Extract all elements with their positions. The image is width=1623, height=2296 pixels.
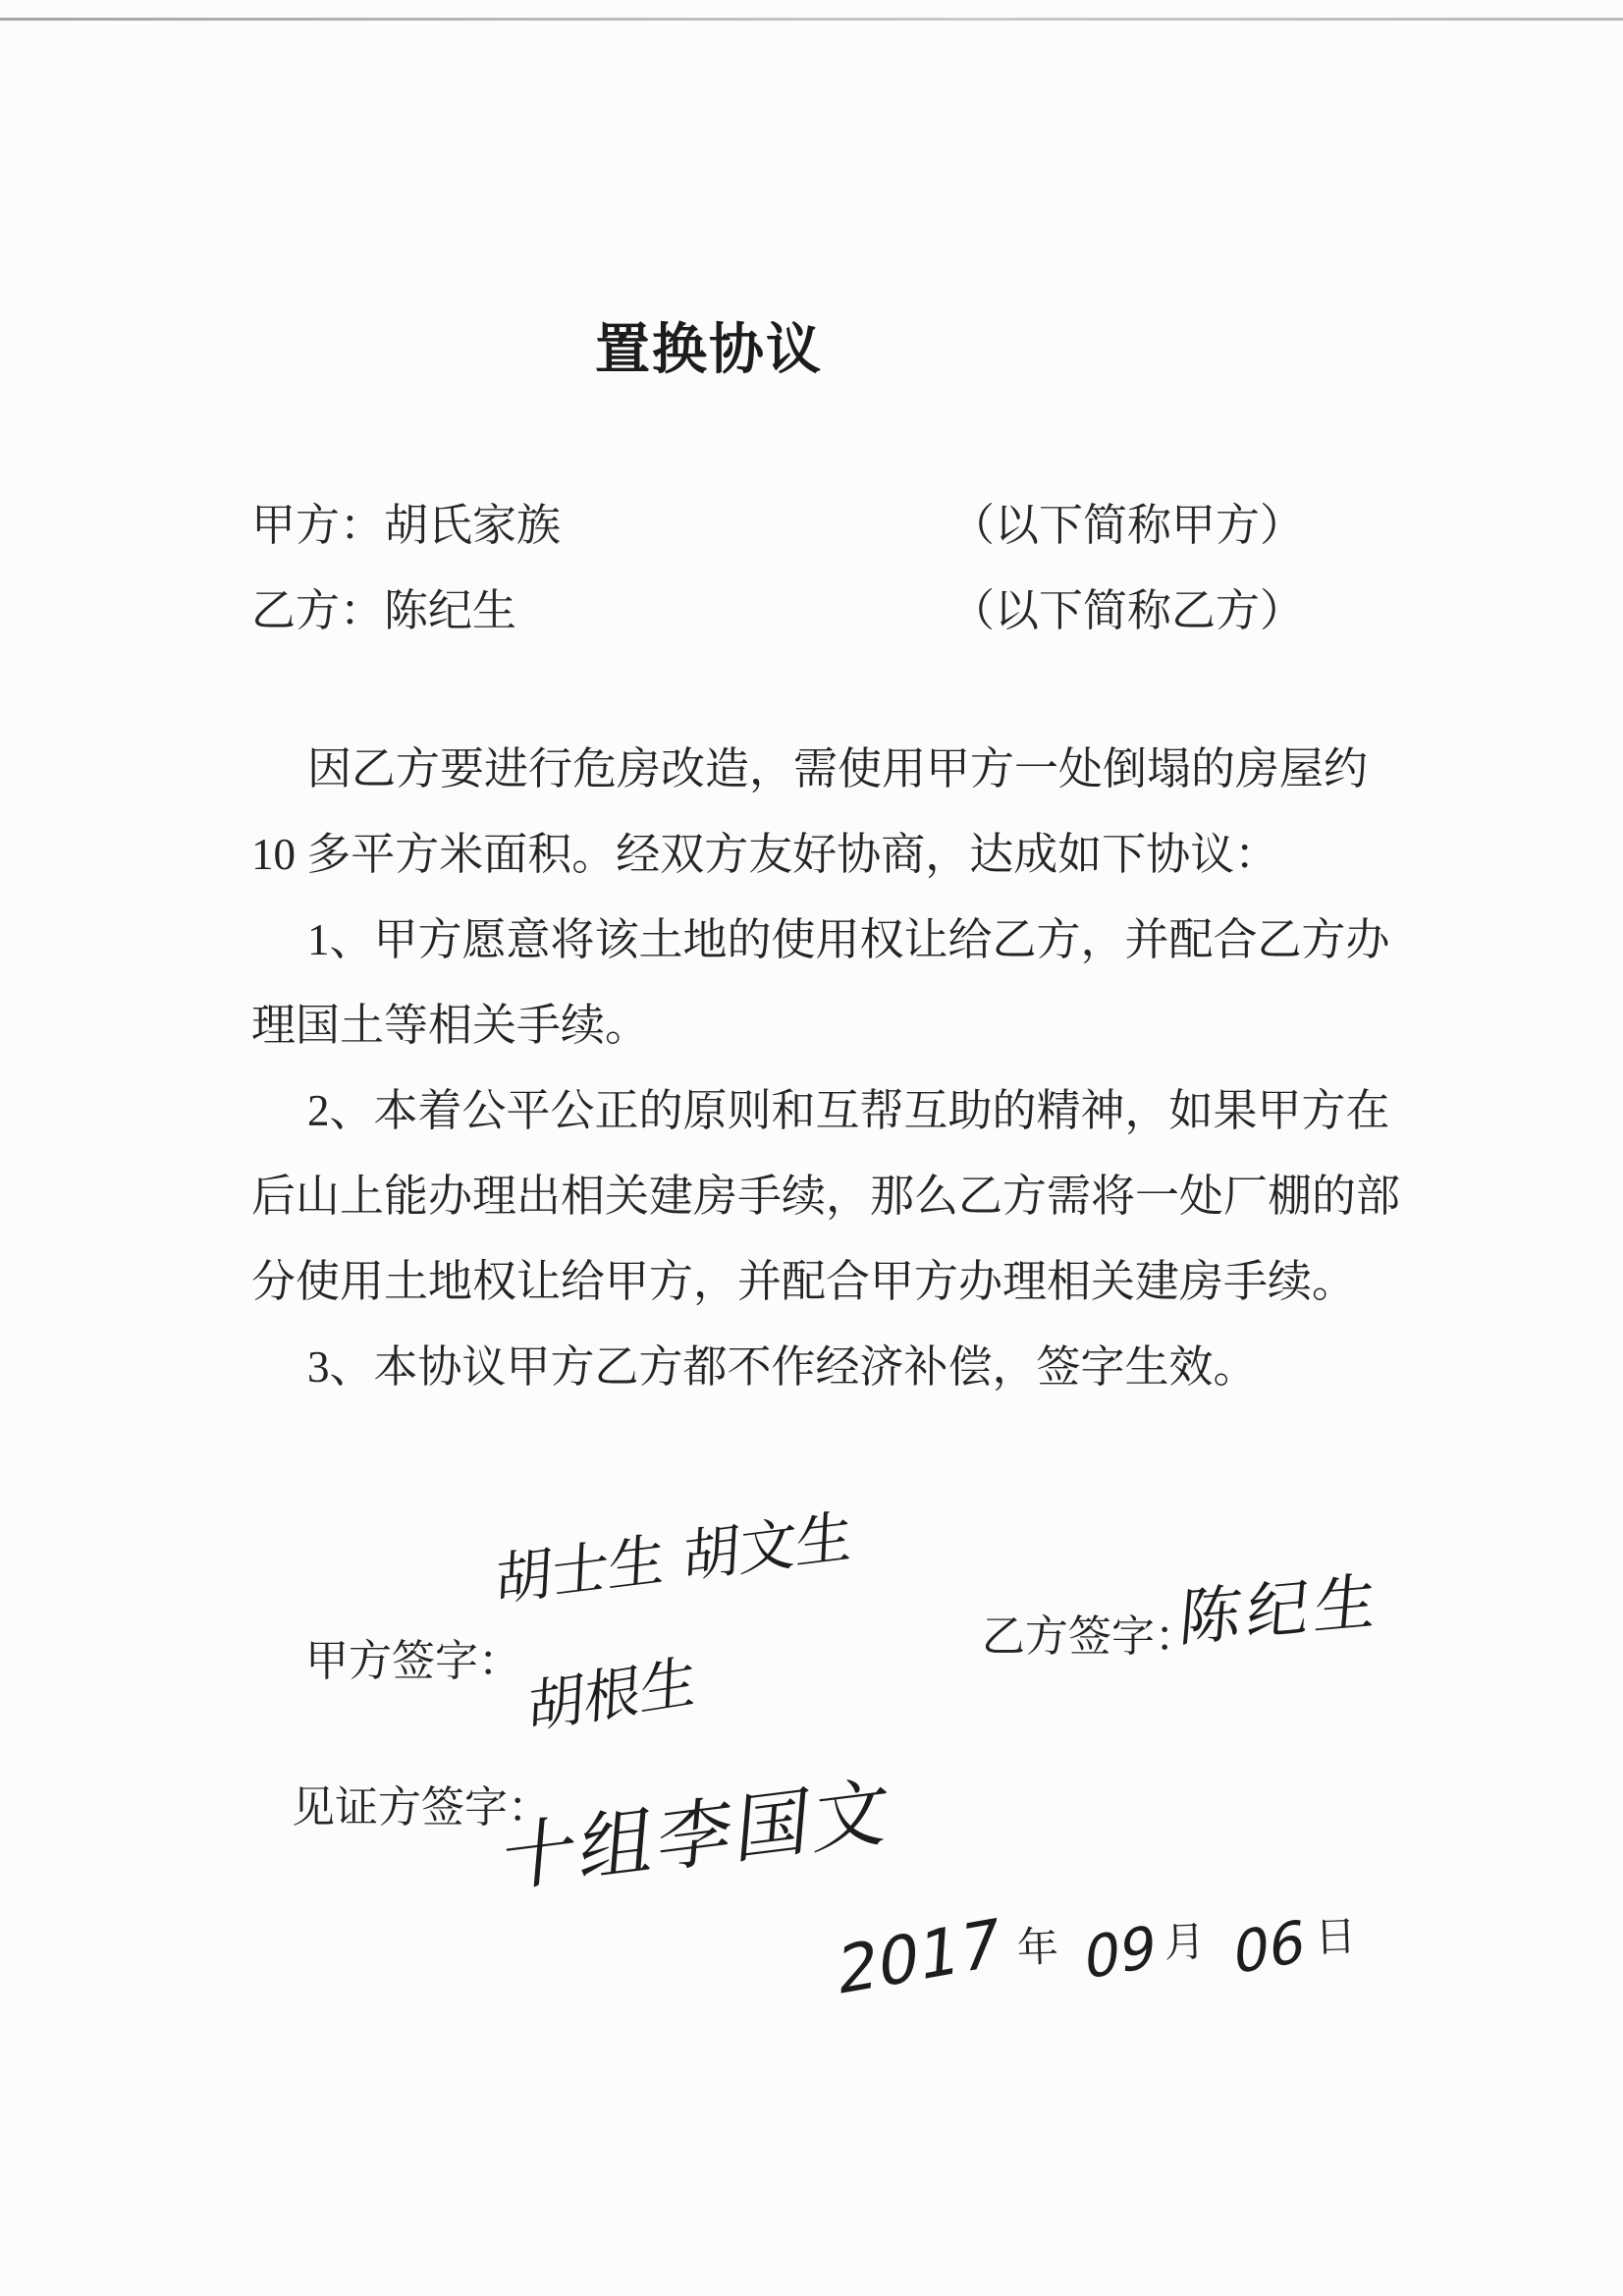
witness-signature-label: 见证方签字： bbox=[292, 1783, 551, 1831]
party-b-signature-label: 乙方签字： bbox=[982, 1613, 1198, 1661]
party-a-role: 甲方： bbox=[251, 501, 385, 550]
party-b-name: 陈纪生 bbox=[384, 586, 517, 635]
party-b-alias: （以下简称乙方） bbox=[950, 586, 1305, 635]
document-title: 置换协议 bbox=[595, 320, 823, 381]
witness-signature-handwriting: 十组李国文 bbox=[498, 1766, 896, 1903]
party-a-name-line bbox=[251, 489, 561, 553]
party-b-role: 乙方： bbox=[251, 586, 385, 635]
date-day-handwritten: 06 bbox=[1230, 1906, 1308, 1989]
date-day-unit: 日 bbox=[1314, 1914, 1358, 1962]
agreement-body bbox=[251, 727, 1420, 1410]
party-a-signature-label: 甲方签字： bbox=[305, 1637, 521, 1685]
party-a-signature-handwriting-line2: 胡根生 bbox=[525, 1647, 699, 1742]
date-year-unit: 年 bbox=[1016, 1925, 1059, 1972]
party-a-signature-handwriting-line1: 胡士生 胡文生 bbox=[493, 1502, 855, 1614]
date-year-handwritten: 2017 bbox=[835, 1903, 1003, 2010]
party-a-alias: （以下简称甲方） bbox=[950, 501, 1305, 550]
body-line-clause-2: 2、本着公平公正的原则和互帮互助的精神，如果甲方在 bbox=[307, 1086, 1390, 1135]
date-line bbox=[835, 1903, 1358, 2010]
body-line-clause-1: 1、甲方愿意将该土地的使用权让给乙方，并配合乙方办 bbox=[307, 915, 1390, 964]
scanner-artifact-line bbox=[0, 18, 1623, 21]
body-line-clause-3: 3、本协议甲方乙方都不作经济补偿，签字生效。 bbox=[307, 1342, 1258, 1392]
party-b-row bbox=[0, 574, 1623, 633]
party-a-name: 胡氏家族 bbox=[384, 501, 562, 550]
body-line: 理国土等相关手续。 bbox=[251, 1001, 650, 1050]
body-line: 分使用土地权让给甲方，并配合甲方办理相关建房手续。 bbox=[251, 1257, 1357, 1306]
date-month-handwritten: 09 bbox=[1082, 1911, 1159, 1994]
date-month-unit: 月 bbox=[1163, 1920, 1207, 1967]
party-b-name-line bbox=[251, 574, 516, 638]
body-line: 因乙方要进行危房改造，需使用甲方一处倒塌的房屋约 bbox=[307, 744, 1369, 793]
body-line: 10 多平方米面积。经双方友好协商，达成如下协议： bbox=[251, 830, 1279, 879]
party-b-signature-handwriting: 陈纪生 bbox=[1176, 1564, 1385, 1656]
body-line: 后山上能办理出相关建房手续，那么乙方需将一处厂棚的部 bbox=[251, 1172, 1401, 1221]
party-a-row bbox=[0, 489, 1623, 548]
